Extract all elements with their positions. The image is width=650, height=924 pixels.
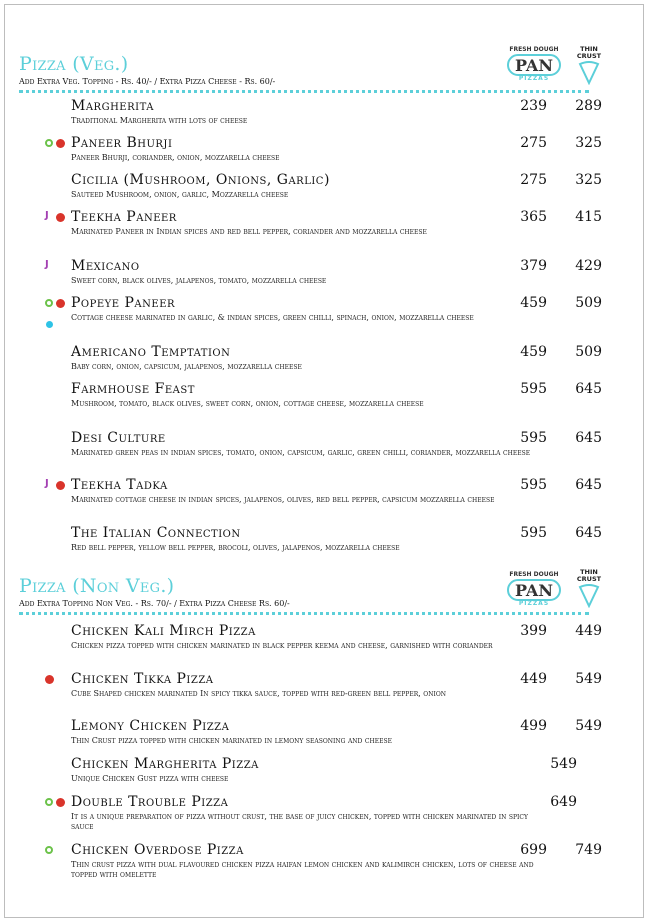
veg-divider <box>19 90 589 93</box>
nonveg-section-subtitle: Add Extra Topping Non Veg. - Rs. 70/- / Extra Pizza Cheese Rs. 60/- <box>19 599 290 608</box>
menu-item <box>0 430 650 474</box>
thin-crust-logo <box>574 46 604 90</box>
menu-item-description: Sweet corn, black olives, jalapenos, tomato, mozzarella cheese <box>71 276 327 285</box>
menu-item-name: Chicken Kali Mirch Pizza <box>71 623 256 639</box>
menu-item <box>0 842 650 886</box>
menu-item-description: Thin crust pizza with dual flavoured chicken pizza haifan lemon chicken and kalimirch chicken, lots of cheese and topped with omelette <box>71 860 534 879</box>
jain-icon: J <box>45 259 49 270</box>
spicy-chilli-icon <box>56 798 65 807</box>
thin-crust-logo-text: THIN CRUST <box>576 45 602 60</box>
menu-item-price-thin: 289 <box>575 98 602 114</box>
menu-item-price-thin: 549 <box>575 671 602 687</box>
menu-item <box>0 295 650 339</box>
veg-section-title: Pizza (Veg.) <box>19 53 129 75</box>
menu-item <box>0 477 650 521</box>
menu-item-description: Marinated Paneer in Indian spices and red bell pepper, coriander and mozzarella cheese <box>71 227 427 236</box>
menu-item-price-thin: 645 <box>575 381 602 397</box>
special-dot-icon <box>46 321 53 328</box>
menu-item-name: Desi Culture <box>71 430 166 446</box>
menu-item-name: Chicken Tikka Pizza <box>71 671 214 687</box>
menu-item-description: Cube Shaped chicken marinated In spicy tikka sauce, topped with red-green bell pepper, onion <box>71 689 447 698</box>
veg-section-subtitle: Add Extra Veg. Topping - Rs. 40/- / Extra Pizza Cheese - Rs. 60/- <box>19 77 276 86</box>
menu-item-price-pan: 595 <box>520 381 547 397</box>
menu-item-description: It is a unique preparation of pizza without crust, the base of juicy chicken, topped with chicken marinated in spicy sauce <box>71 812 528 831</box>
menu-item-price-thin: 325 <box>575 172 602 188</box>
pan-logo-main-text: PAN <box>507 54 561 76</box>
menu-item-name: Farmhouse Feast <box>71 381 195 397</box>
menu-item-price-thin: 549 <box>575 718 602 734</box>
menu-item-price-thin: 509 <box>575 344 602 360</box>
menu-item-price-pan: 595 <box>520 477 547 493</box>
menu-item-description: Cottage cheese marinated in garlic, & indian spices, green chilli, spinach, onion, mozzarella cheese <box>71 313 474 322</box>
spicy-chilli-icon <box>56 481 65 490</box>
menu-item-price-thin: 749 <box>575 842 602 858</box>
nonveg-thin-crust-logo-text: THIN CRUST <box>576 568 602 583</box>
menu-item-price-pan: 459 <box>520 295 547 311</box>
menu-item-description: Marinated green peas in indian spices, tomato, onion, capsicum, garlic, green chilli, coriander, mozzarella cheese <box>71 448 531 457</box>
menu-item-price-pan: 275 <box>520 135 547 151</box>
menu-item-price-pan: 365 <box>520 209 547 225</box>
nonveg-pan-logo-top-text: FRESH DOUGH <box>509 571 559 578</box>
menu-item-name: Cicilia (Mushroom, Onions, Garlic) <box>71 172 330 188</box>
menu-item <box>0 381 650 425</box>
menu-item-price-pan: 699 <box>520 842 547 858</box>
nonveg-thin-crust-slice-icon <box>578 584 600 608</box>
nonveg-pan-pizza-logo <box>505 571 563 611</box>
menu-item-name: Paneer Bhurji <box>71 135 173 151</box>
menu-item-description: Traditional Margherita with lots of cheese <box>71 116 248 125</box>
menu-item-name: Double Trouble Pizza <box>71 794 229 810</box>
spicy-chilli-icon <box>56 213 65 222</box>
nonveg-divider <box>19 612 589 615</box>
spicy-chilli-icon <box>45 675 54 684</box>
menu-item-name: Teekha Tadka <box>71 477 168 493</box>
menu-item-description: Thin Crust pizza topped with chicken marinated in lemony seasoning and cheese <box>71 736 392 745</box>
nonveg-pan-logo-bottom-text: PIZZAS <box>518 600 550 607</box>
menu-item-description: Chicken pizza topped with chicken marinated in black pepper keema and cheese, garnished with coriander <box>71 641 493 650</box>
spicy-chilli-icon <box>56 139 65 148</box>
menu-item-price-pan: 379 <box>520 258 547 274</box>
menu-item-price-thin: 645 <box>575 525 602 541</box>
menu-item-price-pan: 549 <box>550 756 577 772</box>
menu-item-price-thin: 509 <box>575 295 602 311</box>
jain-icon: J <box>45 478 49 489</box>
menu-item-name: Chicken Overdose Pizza <box>71 842 244 858</box>
veg-leaf-icon <box>45 846 53 854</box>
menu-item-price-thin: 415 <box>575 209 602 225</box>
menu-item-name: Chicken Margherita Pizza <box>71 756 259 772</box>
menu-item <box>0 209 650 253</box>
nonveg-thin-crust-logo <box>574 569 604 613</box>
thin-crust-slice-icon <box>578 61 600 85</box>
pan-pizza-logo <box>505 46 563 86</box>
menu-item-name: Mexicano <box>71 258 140 274</box>
menu-item <box>0 623 650 667</box>
menu-item-description: Sauteed Mushroom, onion, garlic, Mozzarella cheese <box>71 190 289 199</box>
menu-item-description: Paneer Bhurji, coriander, onion, mozzarella cheese <box>71 153 280 162</box>
nonveg-pan-logo-main-text: PAN <box>507 579 561 601</box>
menu-item-price-pan: 275 <box>520 172 547 188</box>
menu-item <box>0 671 650 715</box>
menu-item-price-thin: 449 <box>575 623 602 639</box>
menu-item-name: Margherita <box>71 98 154 114</box>
menu-item-description: Mushroom, tomato, black olives, sweet corn, onion, cottage cheese, mozzarella cheese <box>71 399 424 408</box>
menu-item-price-pan: 595 <box>520 525 547 541</box>
menu-item-price-pan: 459 <box>520 344 547 360</box>
menu-item-price-thin: 429 <box>575 258 602 274</box>
menu-item-name: Lemony Chicken Pizza <box>71 718 230 734</box>
menu-item-name: Popeye Paneer <box>71 295 176 311</box>
menu-item-price-pan: 449 <box>520 671 547 687</box>
pan-logo-bottom-text: PIZZAS <box>518 75 550 82</box>
veg-leaf-icon <box>45 139 53 147</box>
menu-item-description: Marinated cottage cheese in indian spices, jalapenos, olives, red bell pepper, capsicum mozzarella cheese <box>71 495 495 504</box>
menu-item-price-thin: 325 <box>575 135 602 151</box>
menu-item-name: Teekha Paneer <box>71 209 177 225</box>
menu-item-description: Red bell pepper, yellow bell pepper, brocoli, olives, jalapenos, mozzarella cheese <box>71 543 400 552</box>
menu-item-description: Unique Chicken Gust pizza with cheese <box>71 774 229 783</box>
menu-item-price-thin: 645 <box>575 477 602 493</box>
menu-item-price-pan: 649 <box>550 794 577 810</box>
menu-item-price-pan: 239 <box>520 98 547 114</box>
menu-item <box>0 525 650 569</box>
jain-icon: J <box>45 210 49 221</box>
spicy-chilli-icon <box>56 299 65 308</box>
menu-item-price-pan: 399 <box>520 623 547 639</box>
veg-leaf-icon <box>45 299 53 307</box>
menu-item-description: Baby corn, onion, capsicum, jalapenos, mozzarella cheese <box>71 362 302 371</box>
pan-logo-top-text: FRESH DOUGH <box>509 46 559 53</box>
menu-item-name: The Italian Connection <box>71 525 241 541</box>
menu-item-name: Americano Temptation <box>71 344 231 360</box>
nonveg-section-title: Pizza (Non Veg.) <box>19 575 175 597</box>
menu-item <box>0 794 650 838</box>
menu-item-price-pan: 499 <box>520 718 547 734</box>
veg-leaf-icon <box>45 798 53 806</box>
menu-item-price-thin: 645 <box>575 430 602 446</box>
menu-item-price-pan: 595 <box>520 430 547 446</box>
